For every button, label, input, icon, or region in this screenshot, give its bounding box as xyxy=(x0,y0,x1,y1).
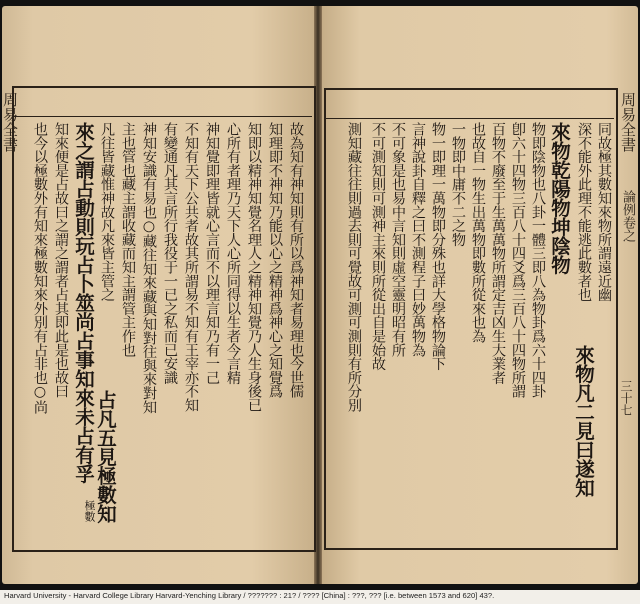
left-column-8: 神知安識有易也○藏往知來藏與知對往與來對知 xyxy=(141,122,157,414)
right-page-edge-subtitle: 論例卷之 xyxy=(620,190,635,242)
right-column-5: 物即陰物也八卦一體三即八為物卦爲六十四卦 xyxy=(530,122,546,399)
left-page-edge-title: 周易全書 xyxy=(1,92,19,152)
right-column-6: 卽六十四物三百八十四爻爲三百八十四物所謂 xyxy=(510,122,526,399)
left-column-11-heading: 來之謂占動則玩占卜筮尚占事知來未占有孚 xyxy=(72,122,95,483)
right-column-3-heading: 來物凡二見曰遂知 xyxy=(572,345,595,497)
left-inline-heading: 占凡五見極數知 xyxy=(94,390,117,523)
right-column-12: 不可象是也易中言知則虛空靈明昭有所 xyxy=(390,122,406,357)
right-column-14: 測知藏往往則過去則可覺故可測可測則有所分別 xyxy=(346,122,362,412)
right-column-7: 百物不廢至于生萬萬物所謂定吉凶生大業者 xyxy=(490,122,506,385)
left-column-10: 凡往皆藏惟神故凡來皆主管之 xyxy=(99,122,115,302)
right-column-8: 也故自一物生出萬物即數所從來也為 xyxy=(470,122,486,343)
left-column-7: 有變通凡其言所行我役于一已之私而已安識 xyxy=(162,122,178,385)
left-column-4: 心所有者理乃天下人心所同得以生者今言精 xyxy=(225,122,241,385)
right-column-2: 深不能外此理不能逃此數者也 xyxy=(576,122,592,302)
right-column-11: 言神說卦自釋之曰不測程子曰妙萬物為 xyxy=(410,122,426,357)
right-page-edge-title: 周易全書 xyxy=(619,92,637,152)
library-footer-caption: Harvard University - Harvard College Library Harvard-Yenching Library / ??????? : 21? / ???? [China] : ???, ??? [i.e. between 1573 and 620] 43?. xyxy=(4,591,495,600)
right-page-header-band xyxy=(326,90,614,119)
right-column-1: 同故極其數知來物所謂遠近幽 xyxy=(596,122,612,302)
right-column-10: 物一即理一萬物即分殊也詳大學格物論下 xyxy=(430,122,446,371)
left-column-13: 也今以極數外有知來極數知來外別有占非也○尚 xyxy=(32,122,48,414)
left-column-6: 不知有天下公共者故其所謂易不知有王宰亦不知 xyxy=(183,122,199,412)
left-column-12: 知來便是占故曰之謂之謂者占其即此是也故曰 xyxy=(53,122,69,399)
left-column-9: 主也管也藏主謂收藏而知主謂管主作也 xyxy=(120,122,136,357)
left-page-header-band xyxy=(14,88,312,117)
right-column-13: 不可測知則可測神主來則所從出自是始故 xyxy=(370,122,386,371)
left-column-1: 故為知有神知則有所以爲神知者易理也今世儒 xyxy=(288,122,304,399)
right-page-number: 三十七 xyxy=(619,380,633,416)
right-column-4-heading: 來物乾陽物坤陰物 xyxy=(548,122,571,274)
left-small-note: 極數 xyxy=(83,500,96,522)
right-column-9: 一物即中庸不二之物 xyxy=(450,122,466,247)
left-column-5: 神知覺即理皆就心言而不以理言知乃有一己 xyxy=(204,122,220,385)
left-column-3: 知即以精神知覺名理人之精神知覺乃人生身後已 xyxy=(246,122,262,412)
left-column-2: 知理即不神知乃能以心之精神爲神心之知覺爲 xyxy=(267,122,283,399)
